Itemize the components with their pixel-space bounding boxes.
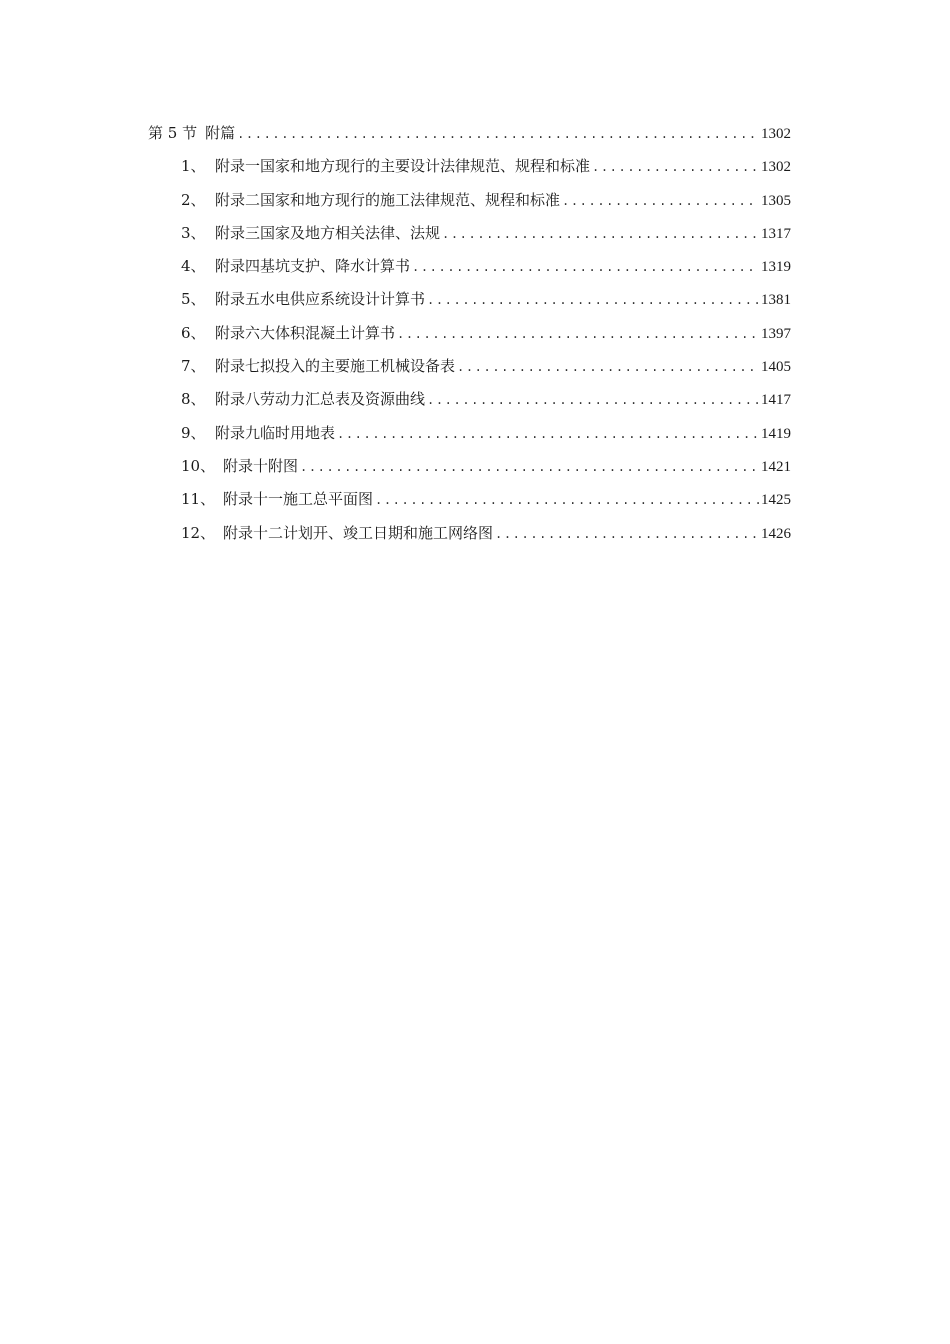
toc-entry-11[interactable] (148, 488, 791, 521)
page-number: 1397 (761, 325, 791, 342)
entry-title: 附录三国家及地方相关法律、法规 (215, 223, 441, 242)
dot-leader (397, 323, 759, 345)
entry-title: 附录十一施工总平面图 (223, 490, 374, 509)
entry-number: 1、 (181, 157, 206, 176)
entry-number: 7、 (181, 357, 206, 376)
entry-number: 4、 (181, 257, 206, 276)
entry-title: 附录十二计划开、竣工日期和施工网络图 (223, 523, 494, 542)
toc-entry-8[interactable] (148, 388, 791, 421)
page-number: 1305 (761, 192, 791, 209)
entry-title: 附录七拟投入的主要施工机械设备表 (215, 357, 456, 376)
dot-leader (427, 289, 759, 311)
toc-entry-6[interactable] (148, 322, 791, 355)
page-number: 1302 (761, 159, 791, 176)
toc-section-entry[interactable] (148, 122, 791, 155)
section-title: 附篇 (205, 124, 236, 142)
page-number: 1425 (761, 492, 791, 509)
dot-leader (427, 389, 759, 411)
toc-entry-5[interactable] (148, 288, 791, 321)
toc-entry-7[interactable] (148, 355, 791, 388)
entry-title: 附录二国家和地方现行的施工法律规范、规程和标准 (215, 190, 561, 209)
page-number: 1426 (761, 525, 791, 542)
dot-leader (562, 190, 759, 212)
page-number: 1419 (761, 425, 791, 442)
dot-leader (300, 456, 759, 478)
toc-entry-4[interactable] (148, 255, 791, 288)
dot-leader (237, 123, 759, 145)
toc-entry-12[interactable] (148, 522, 791, 555)
entry-number: 6、 (181, 323, 206, 342)
entry-number: 5、 (181, 290, 206, 309)
toc-entry-1[interactable] (148, 155, 791, 188)
entry-title: 附录四基坑支护、降水计算书 (215, 257, 411, 276)
dot-leader (412, 256, 759, 278)
page-number: 1417 (761, 392, 791, 409)
page-number: 1319 (761, 259, 791, 276)
dot-leader (337, 423, 759, 445)
toc-entry-2[interactable] (148, 189, 791, 222)
dot-leader (457, 356, 759, 378)
dot-leader (592, 156, 759, 178)
entry-number: 11、 (181, 490, 216, 509)
entry-title: 附录十附图 (223, 456, 299, 475)
page-number: 1317 (761, 225, 791, 242)
toc-entry-10[interactable] (148, 455, 791, 488)
entry-number: 10、 (181, 456, 216, 475)
entry-title: 附录一国家和地方现行的主要设计法律规范、规程和标准 (215, 157, 591, 176)
page-number: 1405 (761, 359, 791, 376)
entry-number: 9、 (181, 423, 206, 442)
dot-leader (442, 223, 759, 245)
table-of-contents (148, 122, 791, 555)
entry-title: 附录六大体积混凝土计算书 (215, 323, 396, 342)
entry-title: 附录八劳动力汇总表及资源曲线 (215, 390, 426, 409)
entry-title: 附录九临时用地表 (215, 423, 336, 442)
dot-leader (375, 489, 759, 511)
entry-number: 8、 (181, 390, 206, 409)
page-number: 1381 (761, 292, 791, 309)
toc-entry-9[interactable] (148, 422, 791, 455)
dot-leader (495, 523, 759, 545)
entry-number: 3、 (181, 223, 206, 242)
entry-number: 12、 (181, 523, 216, 542)
page-number: 1421 (761, 458, 791, 475)
section-number: 第 5 节 (148, 124, 198, 142)
toc-entry-3[interactable] (148, 222, 791, 255)
page-number: 1302 (761, 126, 791, 142)
entry-title: 附录五水电供应系统设计计算书 (215, 290, 426, 309)
entry-number: 2、 (181, 190, 206, 209)
